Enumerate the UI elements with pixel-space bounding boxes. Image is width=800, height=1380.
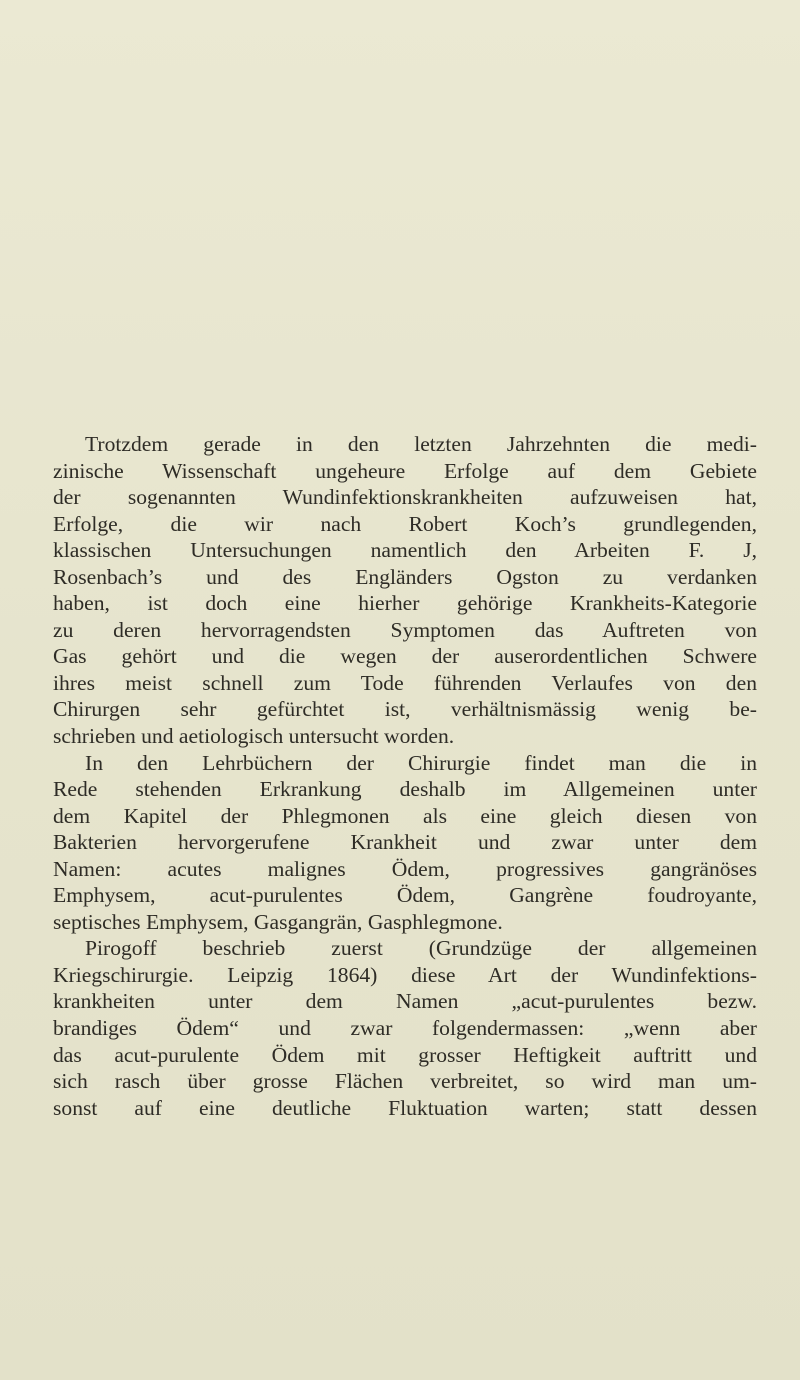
text-line: Gas gehört und die wegen der auserordentlichen Schwere bbox=[53, 644, 757, 669]
text-line: Pirogoff beschrieb zuerst (Grundzüge der allgemeinen bbox=[85, 936, 757, 961]
text-line: Bakterien hervorgerufene Krankheit und zwar unter dem bbox=[53, 830, 757, 855]
text-line: Chirurgen sehr gefürchtet ist, verhältnismässig wenig be- bbox=[53, 697, 757, 722]
text-line: haben, ist doch eine hierher gehörige Krankheits-Kategorie bbox=[53, 591, 757, 616]
text-line: Kriegschirurgie. Leipzig 1864) diese Art der Wundinfektions- bbox=[53, 962, 757, 987]
text-line: das acut-purulente Ödem mit grosser Heftigkeit auftritt und bbox=[53, 1042, 757, 1067]
text-line: In den Lehrbüchern der Chirurgie findet man die in bbox=[85, 750, 757, 775]
text-line: Trotzdem gerade in den letzten Jahrzehnten die medi- bbox=[85, 432, 757, 456]
text-line: Erfolge, die wir nach Robert Koch’s grundlegenden, bbox=[53, 511, 757, 536]
text-line: Rede stehenden Erkrankung deshalb im Allgemeinen unter bbox=[53, 777, 757, 802]
text-line: krankheiten unter dem Namen „acut-purulentes bezw. bbox=[53, 989, 757, 1014]
text-line: Rosenbach’s und des Engländers Ogston zu verdanken bbox=[53, 564, 757, 589]
text-line: Namen: acutes malignes Ödem, progressives gangränöses bbox=[53, 856, 757, 881]
text-line: schrieben und aetiologisch untersucht worden. bbox=[53, 724, 455, 749]
text-line: Emphysem, acut-purulentes Ödem, Gangrène foudroyante, bbox=[53, 883, 757, 908]
text-line: dem Kapitel der Phlegmonen als eine gleich diesen von bbox=[53, 803, 757, 828]
text-line: zinische Wissenschaft ungeheure Erfolge auf dem Gebiete bbox=[53, 458, 757, 483]
text-line: zu deren hervorragendsten Symptomen das Auftreten von bbox=[53, 617, 757, 642]
text-line: brandiges Ödem“ und zwar folgendermassen: „wenn aber bbox=[53, 1016, 757, 1041]
text-line: sich rasch über grosse Flächen verbreitet, so wird man um- bbox=[53, 1069, 757, 1094]
text-line: sonst auf eine deutliche Fluktuation warten; statt dessen bbox=[53, 1095, 757, 1120]
text-line: der sogenannten Wundinfektionskrankheiten aufzuweisen hat, bbox=[53, 485, 757, 510]
text-line: septisches Emphysem, Gasgangrän, Gasphlegmone. bbox=[53, 909, 503, 934]
body-text bbox=[53, 431, 757, 1121]
text-line: klassischen Untersuchungen namentlich den Arbeiten F. J, bbox=[53, 538, 757, 563]
text-line: ihres meist schnell zum Tode führenden Verlaufes von den bbox=[53, 670, 757, 695]
